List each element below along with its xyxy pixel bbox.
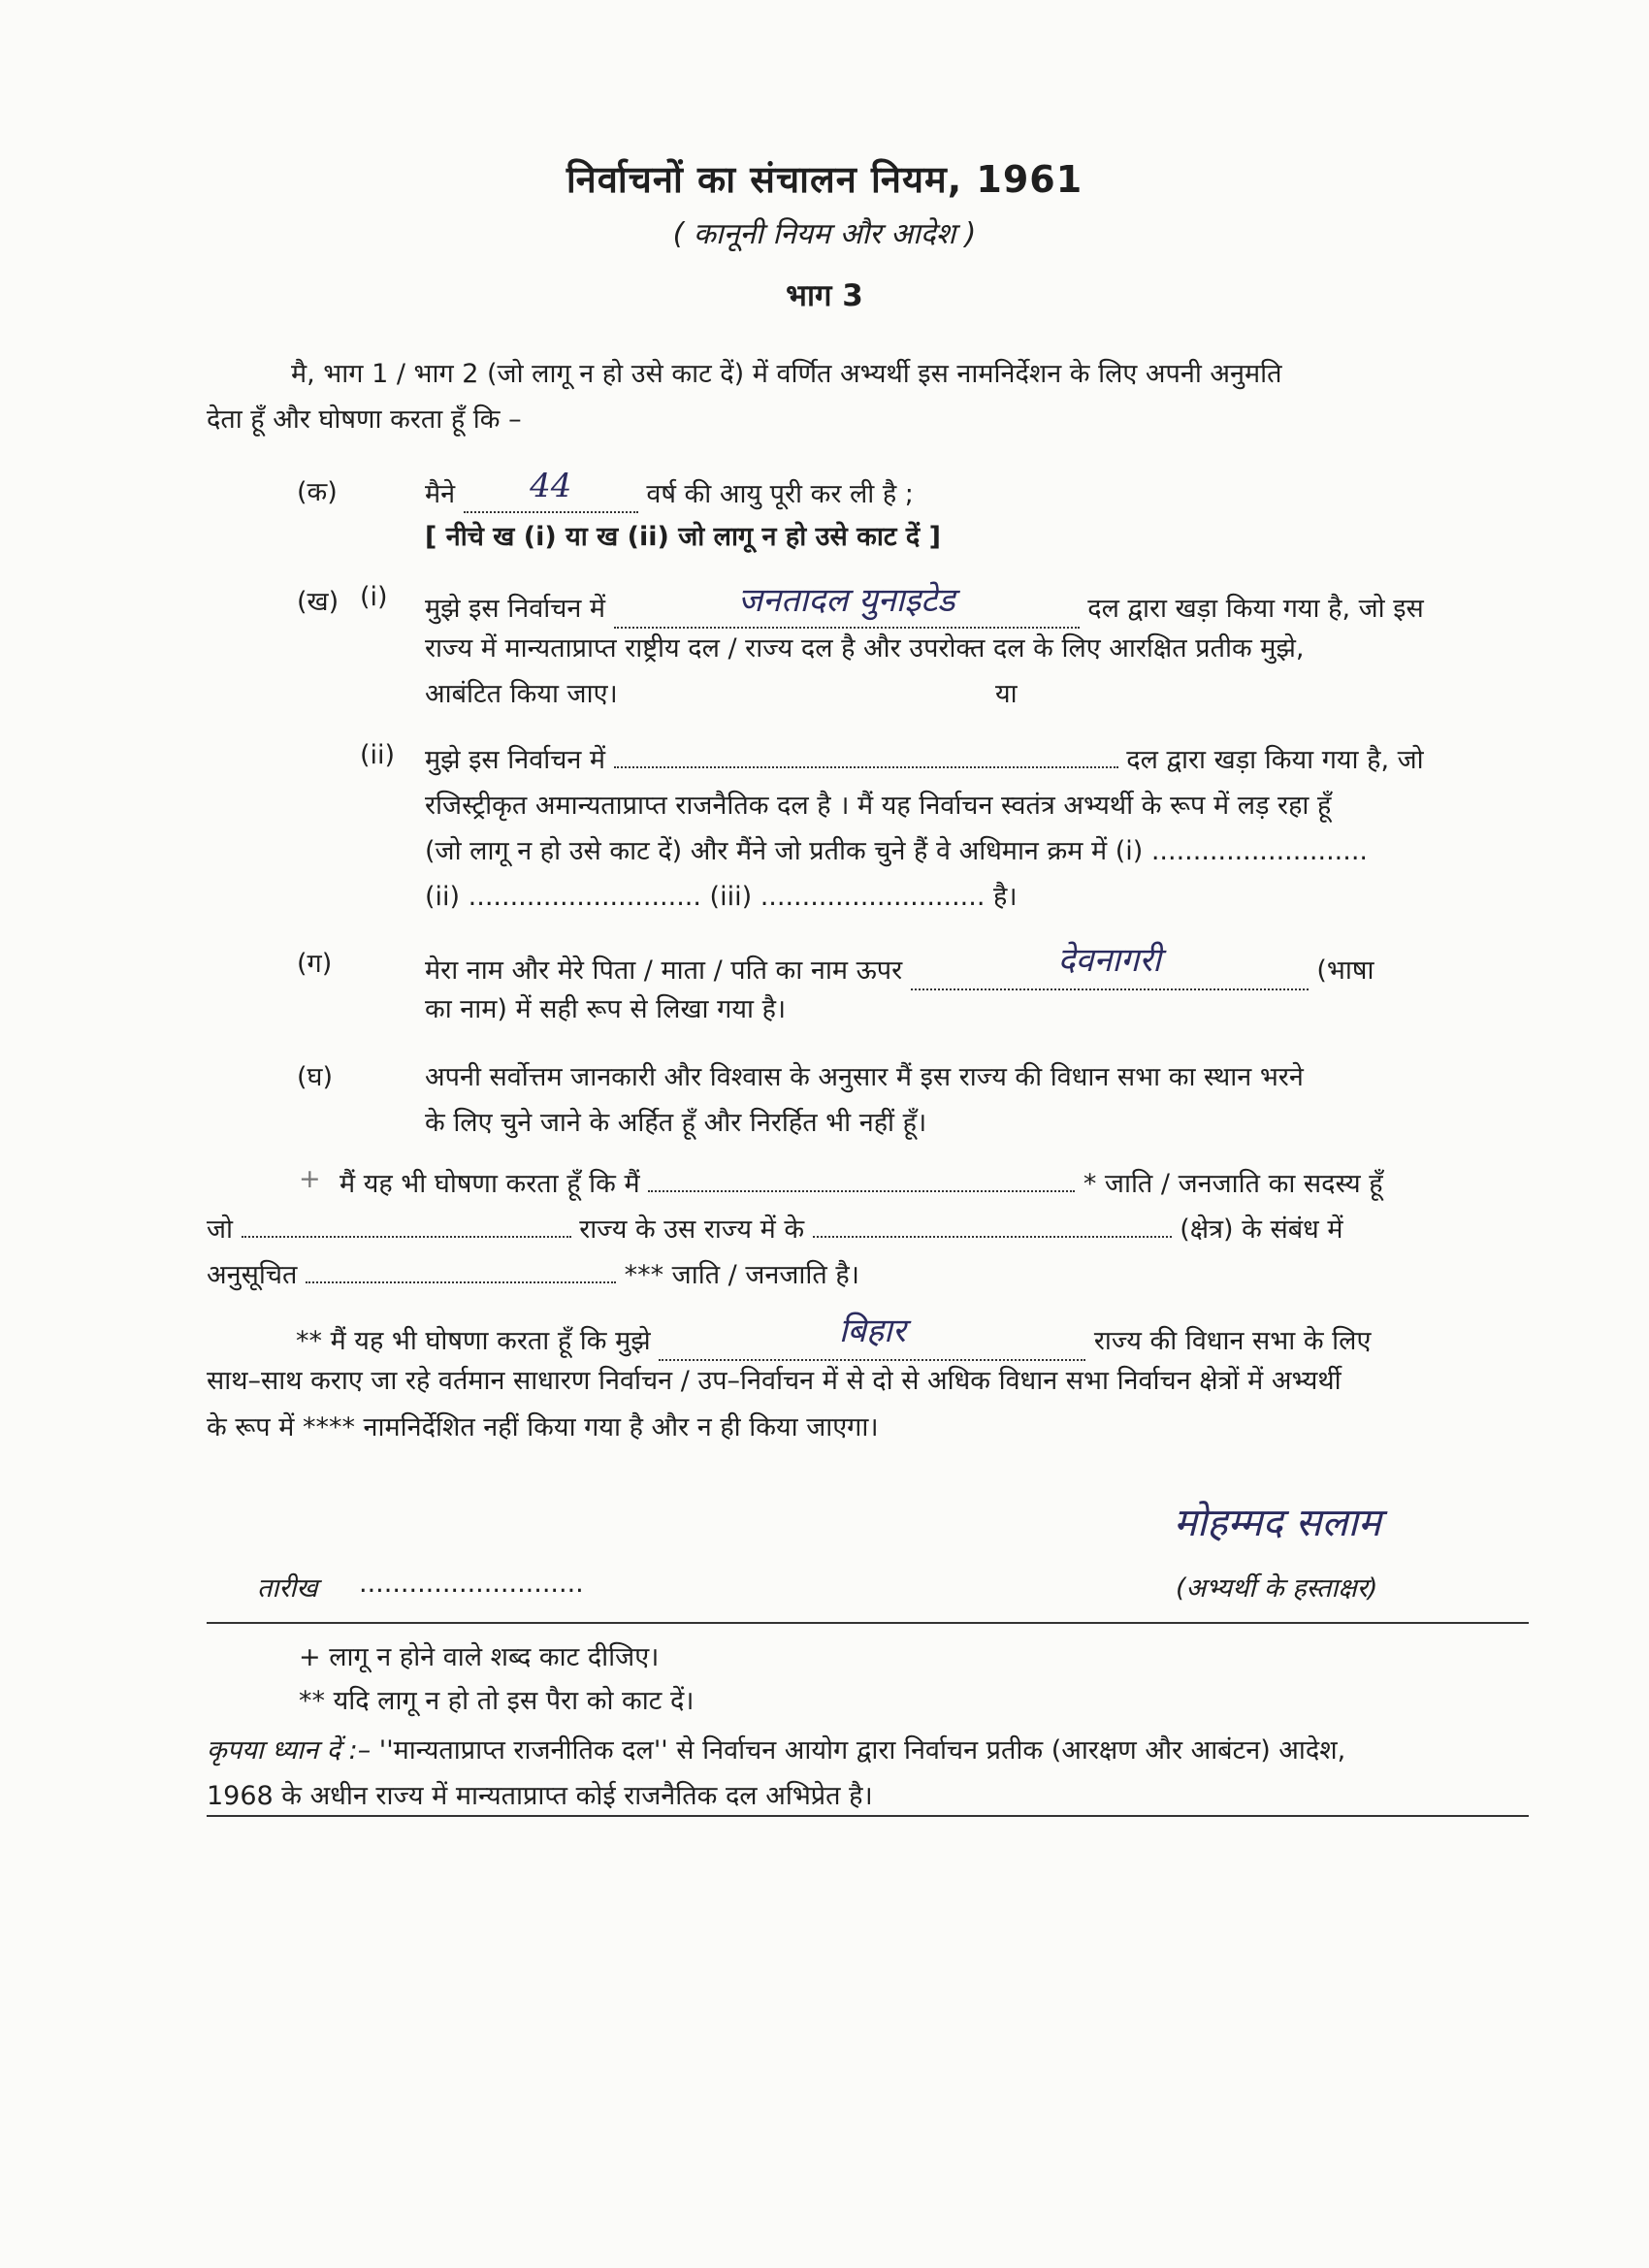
- caste-line3: [207, 1255, 859, 1291]
- date-label: तारीख: [257, 1573, 318, 1604]
- clause-kha-ii-line1: [425, 740, 1424, 776]
- signature-label: (अभ्यर्थी के हस्ताक्षर): [1176, 1573, 1378, 1604]
- clause-ka-marker: (क): [297, 477, 338, 507]
- state-field[interactable]: [242, 1215, 571, 1238]
- multi-line2: साथ–साथ कराए जा रहे वर्तमान साधारण निर्वाचन / उप–निर्वाचन में से दो से अधिक विधान सभा निर्वाचन क्षेत्रों में अभ्यर्थी: [207, 1366, 1342, 1396]
- caste-l2-a: जो: [207, 1215, 234, 1245]
- clause-gha-marker: (घ): [297, 1062, 334, 1092]
- clause-kha-i-line1: [425, 582, 1424, 629]
- clause-kha-ii-marker: (ii): [360, 740, 396, 770]
- multi-l1-post: राज्य की विधान सभा के लिए: [1093, 1326, 1372, 1356]
- intro-line-1: मै, भाग 1 / भाग 2 (जो लागू न हो उसे काट दें) में वर्णित अभ्यर्थी इस नामनिर्देशन के लिए अपनी अनुमति: [291, 359, 1282, 389]
- document-title: निर्वाचनों का संचालन नियम, 1961: [566, 158, 1083, 201]
- area-field[interactable]: [813, 1215, 1172, 1238]
- footnote-1: + लागू न होने वाले शब्द काट दीजिए।: [299, 1642, 660, 1672]
- part-heading: भाग 3: [786, 278, 863, 313]
- clause-kha-ii-line3: (जो लागू न हो उसे काट दें) और मैंने जो प्रतीक चुने हैं वे अधिमान क्रम में (i) ..........................: [425, 836, 1368, 866]
- clause-kha-i-line3: आबंटित किया जाए।: [425, 679, 618, 709]
- candidate-caste-field[interactable]: [648, 1169, 1075, 1192]
- kha-i-pre: मुझे इस निर्वाचन में: [425, 594, 606, 624]
- clause-gha-line2: के लिए चुने जाने के अर्हित हूँ और निरर्हित भी नहीं हूँ।: [425, 1108, 927, 1138]
- date-field[interactable]: ...........................: [359, 1569, 584, 1599]
- clause-ga-line1: [425, 941, 1374, 990]
- kha-i-post: दल द्वारा खड़ा किया गया है, जो इस: [1087, 594, 1424, 624]
- or-text: या: [995, 679, 1018, 709]
- note-text: ''मान्यताप्राप्त राजनीतिक दल'' से निर्वाचन आयोग द्वारा निर्वाचन प्रतीक (आरक्षण और आबंटन) आदेश,: [378, 1735, 1346, 1766]
- party-ii-field[interactable]: [614, 745, 1118, 768]
- age-value: 44: [530, 467, 572, 505]
- caste-l3-a: अनुसूचित: [207, 1260, 298, 1290]
- clause-kha-i-marker: (i): [360, 582, 388, 612]
- divider-bottom: [207, 1815, 1529, 1817]
- caste-line2: [207, 1210, 1343, 1246]
- clause-ka-line: [425, 467, 914, 513]
- clause-kha-i-line2: राज्य में मान्यताप्राप्त राष्ट्रीय दल / राज्य दल है और उपरोक्त दल के लिए आरक्षित प्रतीक मुझे,: [425, 633, 1305, 664]
- note-line1: [207, 1731, 1345, 1766]
- clause-kha-marker: (ख): [297, 587, 340, 617]
- document-subtitle: ( कानूनी नियम और आदेश ): [672, 217, 977, 251]
- clause-kha-ii-line4: (ii) ............................ (iii) ........................... है।: [425, 882, 1018, 912]
- kha-ii-pre: मुझे इस निर्वाचन में: [425, 745, 606, 775]
- clause-ka-note: [ नीचे ख (i) या ख (ii) जो लागू न हो उसे काट दें ]: [425, 522, 941, 552]
- multi-line1: [296, 1314, 1371, 1361]
- language-field[interactable]: [911, 941, 1309, 990]
- note-label: कृपया ध्यान दें :–: [207, 1735, 372, 1766]
- divider-top: [207, 1622, 1529, 1624]
- caste-l3-b: *** जाति / जनजाति है।: [624, 1260, 859, 1290]
- candidate-signature: मोहम्मद सलाम: [1174, 1501, 1381, 1545]
- caste-l1-post: * जाति / जनजाति का सदस्य हूँ: [1083, 1169, 1383, 1199]
- state-name-field[interactable]: [659, 1314, 1085, 1361]
- multi-l1-pre: ** मैं यह भी घोषणा करता हूँ कि मुझे: [296, 1326, 651, 1356]
- multi-line3: के रूप में **** नामनिर्देशित नहीं किया गया है और न ही किया जाएगा।: [207, 1412, 879, 1442]
- language-value: देवनागरी: [1057, 941, 1161, 980]
- kha-ii-post: दल द्वारा खड़ा किया गया है, जो: [1126, 745, 1424, 775]
- party-field[interactable]: [614, 582, 1080, 629]
- clause-kha-ii-line2: रजिस्ट्रीकृत अमान्यताप्राप्त राजनैतिक दल है । मैं यह निर्वाचन स्वतंत्र अभ्यर्थी के रूप में लड़ रहा हूँ: [425, 791, 1332, 821]
- caste-line1: [340, 1164, 1383, 1200]
- clause-ga-marker: (ग): [297, 949, 333, 979]
- footnote-2: ** यदि लागू न हो तो इस पैरा को काट दें।: [299, 1686, 695, 1716]
- caste-l2-b: राज्य के उस राज्य में के: [579, 1215, 805, 1245]
- scheduled-field[interactable]: [306, 1260, 616, 1283]
- intro-line-2: देता हूँ और घोषणा करता हूँ कि –: [207, 405, 522, 435]
- state-value: बिहार: [838, 1312, 906, 1350]
- ga-pre: मेरा नाम और मेरे पिता / माता / पति का नाम ऊपर: [425, 956, 903, 986]
- caste-l2-c: (क्षेत्र) के संबंध में: [1180, 1215, 1343, 1245]
- clause-ga-line2: का नाम) में सही रूप से लिखा गया है।: [425, 994, 787, 1024]
- party-value: जनतादल युनाइटेड: [737, 581, 955, 620]
- clause-ka-pre: मैने: [425, 479, 456, 509]
- clause-ka-post: वर्ष की आयु पूरी कर ली है ;: [646, 479, 914, 509]
- caste-l1-pre: मैं यह भी घोषणा करता हूँ कि मैं: [340, 1169, 640, 1199]
- ga-post: (भाषा: [1316, 956, 1374, 986]
- clause-gha-line1: अपनी सर्वोत्तम जानकारी और विश्वास के अनुसार मैं इस राज्य की विधान सभा का स्थान भरने: [425, 1062, 1304, 1092]
- caste-plus: +: [299, 1164, 321, 1194]
- age-field[interactable]: [464, 467, 638, 513]
- note-line2: 1968 के अधीन राज्य में मान्यताप्राप्त कोई राजनैतिक दल अभिप्रेत है।: [207, 1781, 873, 1811]
